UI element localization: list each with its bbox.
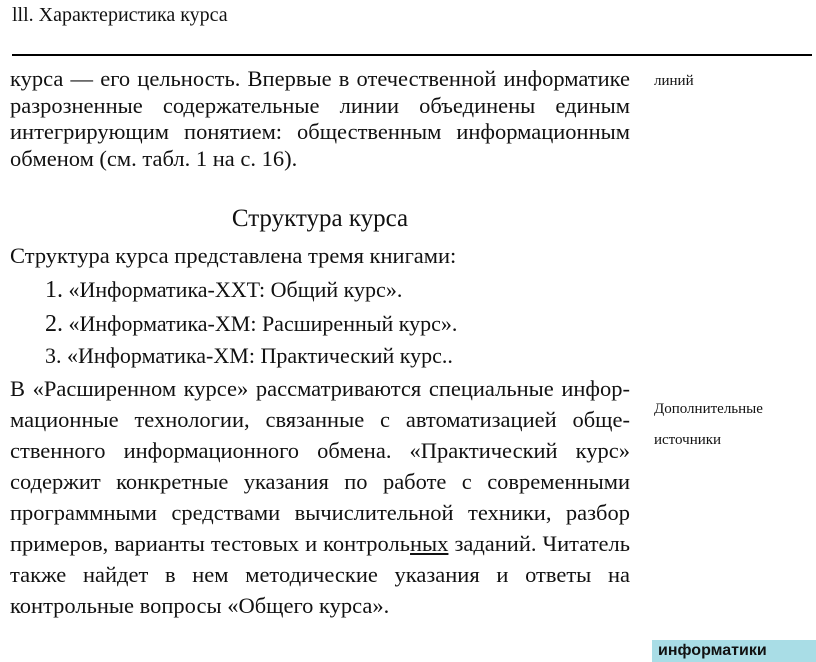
paragraph-2-text-a: В «Расширенном курсе» рассматриваются специальные инфор-мационные технологии, связанные с автоматизацией обще-ственного информационного обмена. «Практический курс» содержит конкретные указания по работе с современными программными средствами вычислительной техники, разбор примеров, варианты тестовых и контроль (10, 376, 630, 556)
book-item-2 (45, 311, 457, 338)
book-number: 2. (45, 311, 63, 337)
book-title: «Информатика-XXT: Общий курс». (68, 277, 403, 302)
paragraph-1: курса — его цельность. Впервые в отечественной информатике разрозненные содержательные линии объединены единым интегрирующим понятием: общественным информационным обменом (см. табл. 1 на с. 16). (10, 66, 630, 171)
book-title: «Информатика-XM: Практический курс.. (67, 343, 453, 368)
paragraph-2 (10, 373, 630, 621)
book-title: «Информатика-XM: Расширенный курс». (68, 311, 458, 336)
paragraph-2-text-b: заданий. Читатель также найдет в нем методические указания и ответы на контрольные вопросы «Общего курса». (10, 531, 631, 618)
book-item-1 (45, 277, 402, 304)
header-rule (12, 54, 812, 56)
book-item-3 (45, 343, 453, 369)
margin-note-additional: Дополнительные (654, 401, 763, 417)
section-heading: Структура курса (231, 205, 409, 232)
page-header: lll. Характеристика курса (12, 4, 228, 26)
underlined-fragment: ных (410, 531, 449, 556)
book-number: 1. (45, 277, 63, 303)
margin-note-sources: источники (654, 432, 722, 448)
section-intro: Структура курса представлена тремя книгами: (10, 243, 457, 268)
informatics-tag: информатики (652, 640, 816, 662)
margin-note-lines: линий (654, 73, 694, 89)
book-number: 3. (45, 343, 62, 368)
